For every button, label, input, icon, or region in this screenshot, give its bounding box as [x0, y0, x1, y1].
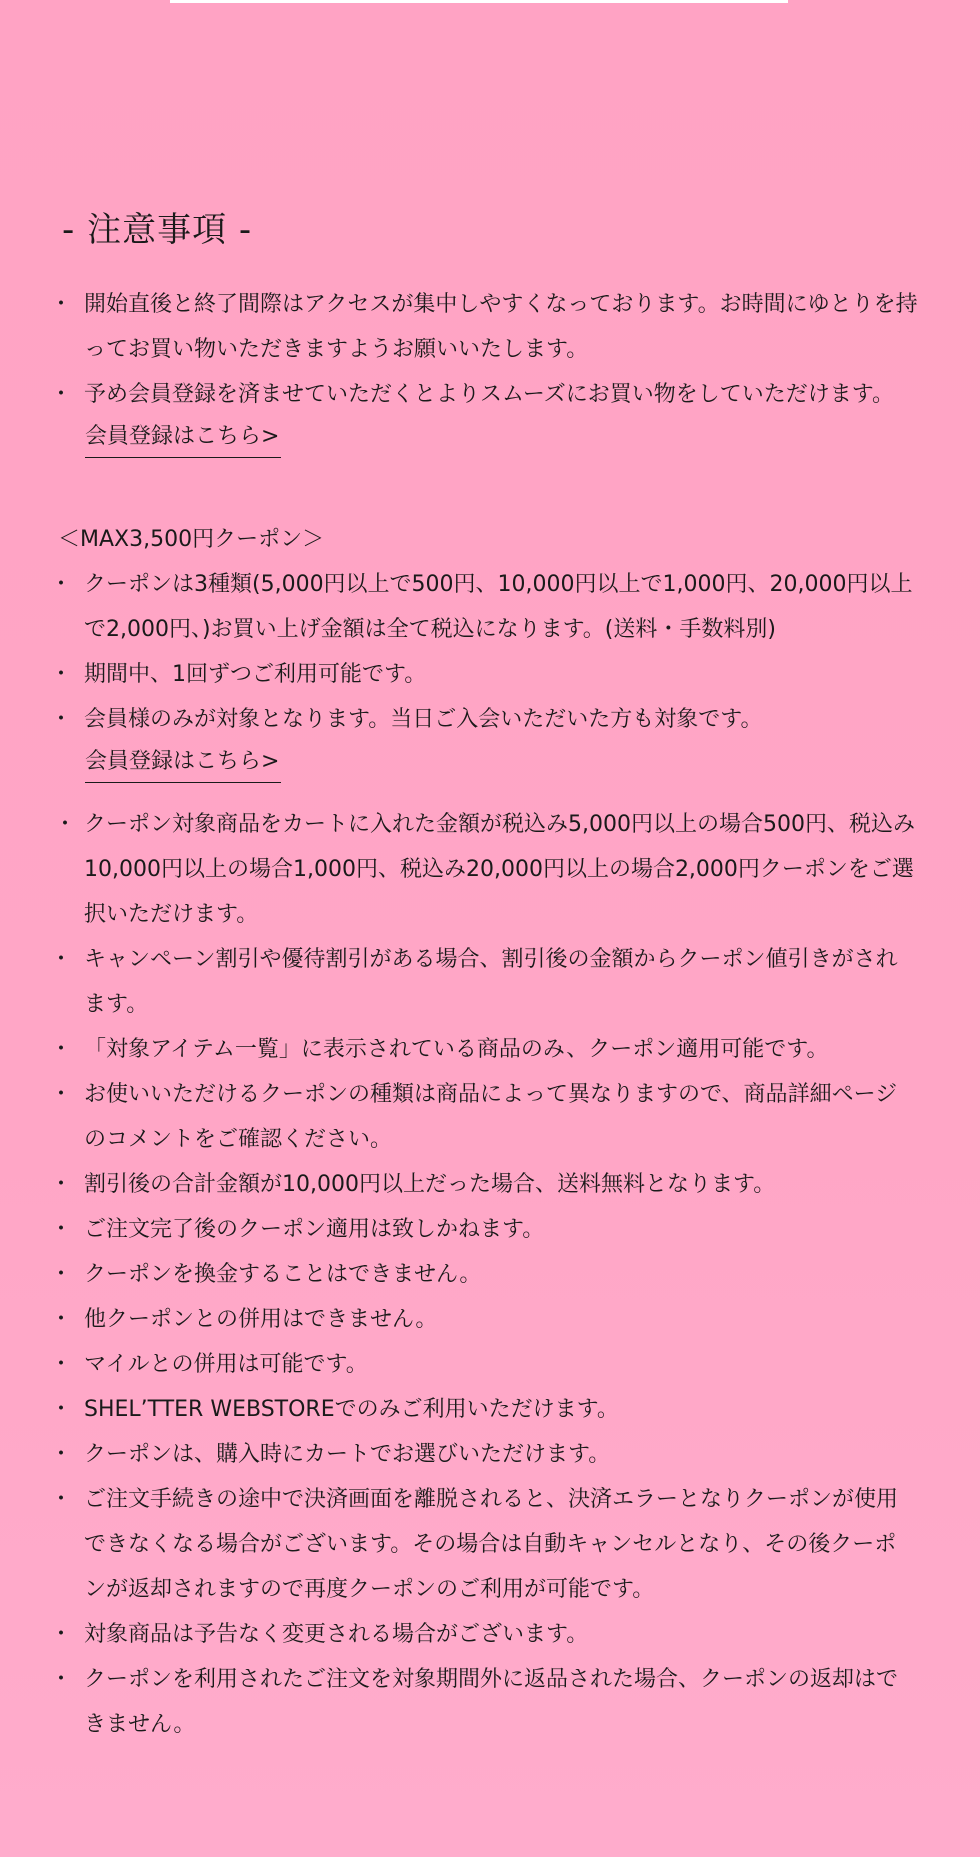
note-item: ・ 他クーポンとの併用はできません。 [58, 1297, 918, 1342]
link-row [58, 742, 918, 802]
note-item: ・ 予め会員登録を済ませていただくとよりスムーズにお買い物をしていただけます。 [58, 372, 918, 417]
note-item: ・ 会員様のみが対象となります。当日ご入会いただいた方も対象です。 [58, 697, 918, 742]
spacer [58, 477, 918, 517]
note-item: ・ 対象商品は予告なく変更される場合がございます。 [58, 1612, 918, 1657]
member-registration-link[interactable]: 会員登録はこちら> [85, 742, 281, 783]
note-item: ・ お使いいただけるクーポンの種類は商品によって異なりますので、商品詳細ページのコメントをご確認ください。 [58, 1072, 918, 1162]
note-item: ・ 「対象アイテム一覧」に表示されている商品のみ、クーポン適用可能です。 [58, 1027, 918, 1072]
notes-list-coupon [58, 562, 918, 742]
note-item: ・ キャンペーン割引や優待割引がある場合、割引後の金額からクーポン値引きがされます。 [58, 937, 918, 1027]
section-title: - 注意事項 - [62, 210, 253, 250]
note-item: ・ マイルとの併用は可能です。 [58, 1342, 918, 1387]
notes-list-terms [58, 802, 918, 1747]
note-item: ・ クーポンは3種類(5,000円以上で500円、10,000円以上で1,000円、20,000円以上で2,000円、)お買い上げ金額は全て税込になります。(送料・手数料別) [58, 562, 918, 652]
note-item: ・ 割引後の合計金額が10,000円以上だった場合、送料無料となります。 [58, 1162, 918, 1207]
link-row [58, 417, 918, 477]
notes-section [58, 200, 918, 1747]
note-item: ・ SHEL’TTER WEBSTOREでのみご利用いただけます。 [58, 1387, 918, 1432]
note-item: ・ クーポンを利用されたご注文を対象期間外に返品された場合、クーポンの返却はできません。 [58, 1657, 918, 1747]
note-item: ・ クーポンは、購入時にカートでお選びいただけます。 [58, 1432, 918, 1477]
note-item: ・ クーポン対象商品をカートに入れた金額が税込み5,000円以上の場合500円、税込み10,000円以上の場合1,000円、税込み20,000円以上の場合2,000円クーポンをご選択いただけます。 [58, 802, 918, 937]
notes-list-general [58, 282, 918, 417]
note-item: ・ 期間中、1回ずつご利用可能です。 [58, 652, 918, 697]
member-registration-link[interactable]: 会員登録はこちら> [85, 417, 281, 458]
top-banner-edge [170, 0, 788, 3]
note-item: ・ ご注文完了後のクーポン適用は致しかねます。 [58, 1207, 918, 1252]
note-item: ・ クーポンを換金することはできません。 [58, 1252, 918, 1297]
note-item: ・ 開始直後と終了間際はアクセスが集中しやすくなっております。お時間にゆとりを持ってお買い物いただきますようお願いいたします。 [58, 282, 918, 372]
coupon-heading: ＜MAX3,500円クーポン＞ [58, 527, 325, 552]
note-item: ・ ご注文手続きの途中で決済画面を離脱されると、決済エラーとなりクーポンが使用できなくなる場合がございます。その場合は自動キャンセルとなり、その後クーポンが返却されますので再度クーポンのご利用が可能です。 [58, 1477, 918, 1612]
